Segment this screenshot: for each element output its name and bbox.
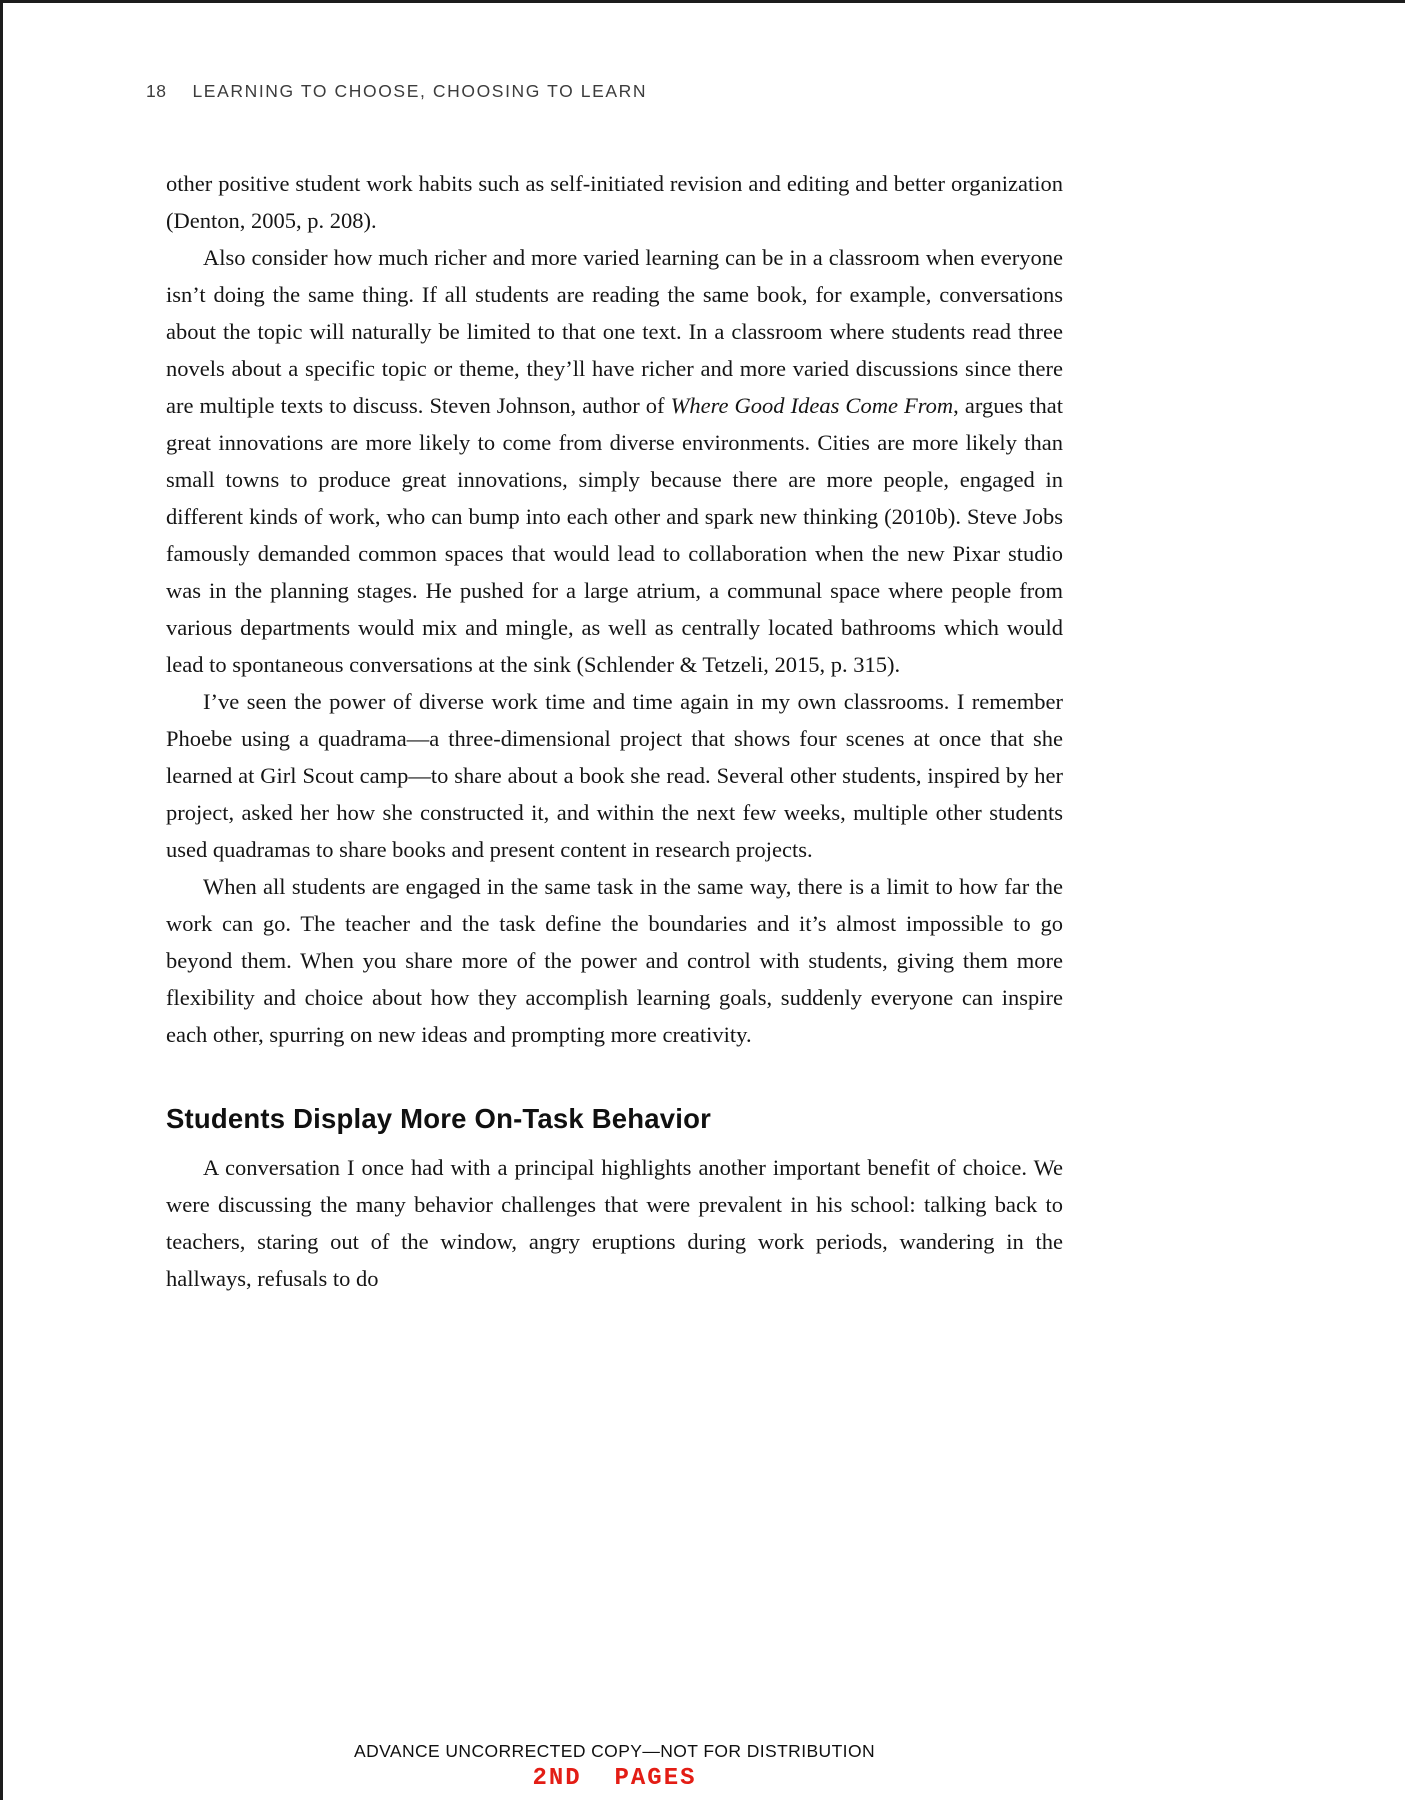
- paragraph: A conversation I once had with a principal highlights another important benefit of choice. We were discussing the many behavior challenges that were prevalent in his school: talking back to teachers, staring out of the window, angry eruptions during work periods, wandering in the hallways, refusals to do: [166, 1155, 1063, 1291]
- running-head-title: LEARNING TO CHOOSE, CHOOSING TO LEARN: [192, 81, 648, 101]
- paragraph-continuation: other positive student work habits such as self-initiated revision and editing and better organization (Denton, 2005, p. 208).: [166, 171, 1063, 233]
- book-title-italic: Where Good Ideas Come From: [670, 393, 954, 418]
- section-heading: Students Display More On-Task Behavior: [166, 1103, 711, 1134]
- paragraph: I’ve seen the power of diverse work time and time again in my own classrooms. I remember Phoebe using a quadrama—a three-dimensional project that shows four scenes at once that she learned at Girl Scout camp—to share about a book she read. Several other students, inspired by her project, asked her how she constructed it, and within the next few weeks, multiple other students used quadramas to share books and present content in research projects.: [166, 689, 1063, 862]
- paragraph: [166, 239, 1063, 683]
- body-text: [166, 165, 1063, 1297]
- paragraph: When all students are engaged in the same task in the same way, there is a limit to how far the work can go. The teacher and the task define the boundaries and it’s almost impossible to go beyond them. When you share more of the power and control with students, giving them more flexibility and choice about how they accomplish learning goals, suddenly everyone can inspire each other, spurring on new ideas and prompting more creativity.: [166, 874, 1063, 1047]
- distribution-notice: ADVANCE UNCORRECTED COPY—NOT FOR DISTRIBUTION: [354, 1741, 875, 1761]
- page-number: 18: [146, 81, 167, 101]
- running-head: [146, 81, 647, 102]
- second-pages-stamp: 2ND PAGES: [532, 1765, 697, 1792]
- paragraph-text: Also consider how much richer and more varied learning can be in a classroom when everyone isn’t doing the same thing. If all students are reading the same book, for example, conversations about the topic will naturally be limited to that one text. In a classroom where students read three novels about a specific topic or theme, they’ll have richer and more varied discussions since there are multiple texts to discuss. Steven Johnson, author of: [166, 245, 1063, 418]
- paragraph-text: , argues that great innovations are more likely to come from diverse environments. Cities are more likely than small towns to produce great innovations, simply because there are more people, engaged in different kinds of work, who can bump into each other and spark new thinking (2010b). Steve Jobs famously demanded common spaces that would lead to collaboration when the new Pixar studio was in the planning stages. He pushed for a large atrium, a communal space where people from various departments would mix and mingle, as well as centrally located bathrooms which would lead to spontaneous conversations at the sink (Schlender & Tetzeli, 2015, p. 315).: [166, 393, 1063, 677]
